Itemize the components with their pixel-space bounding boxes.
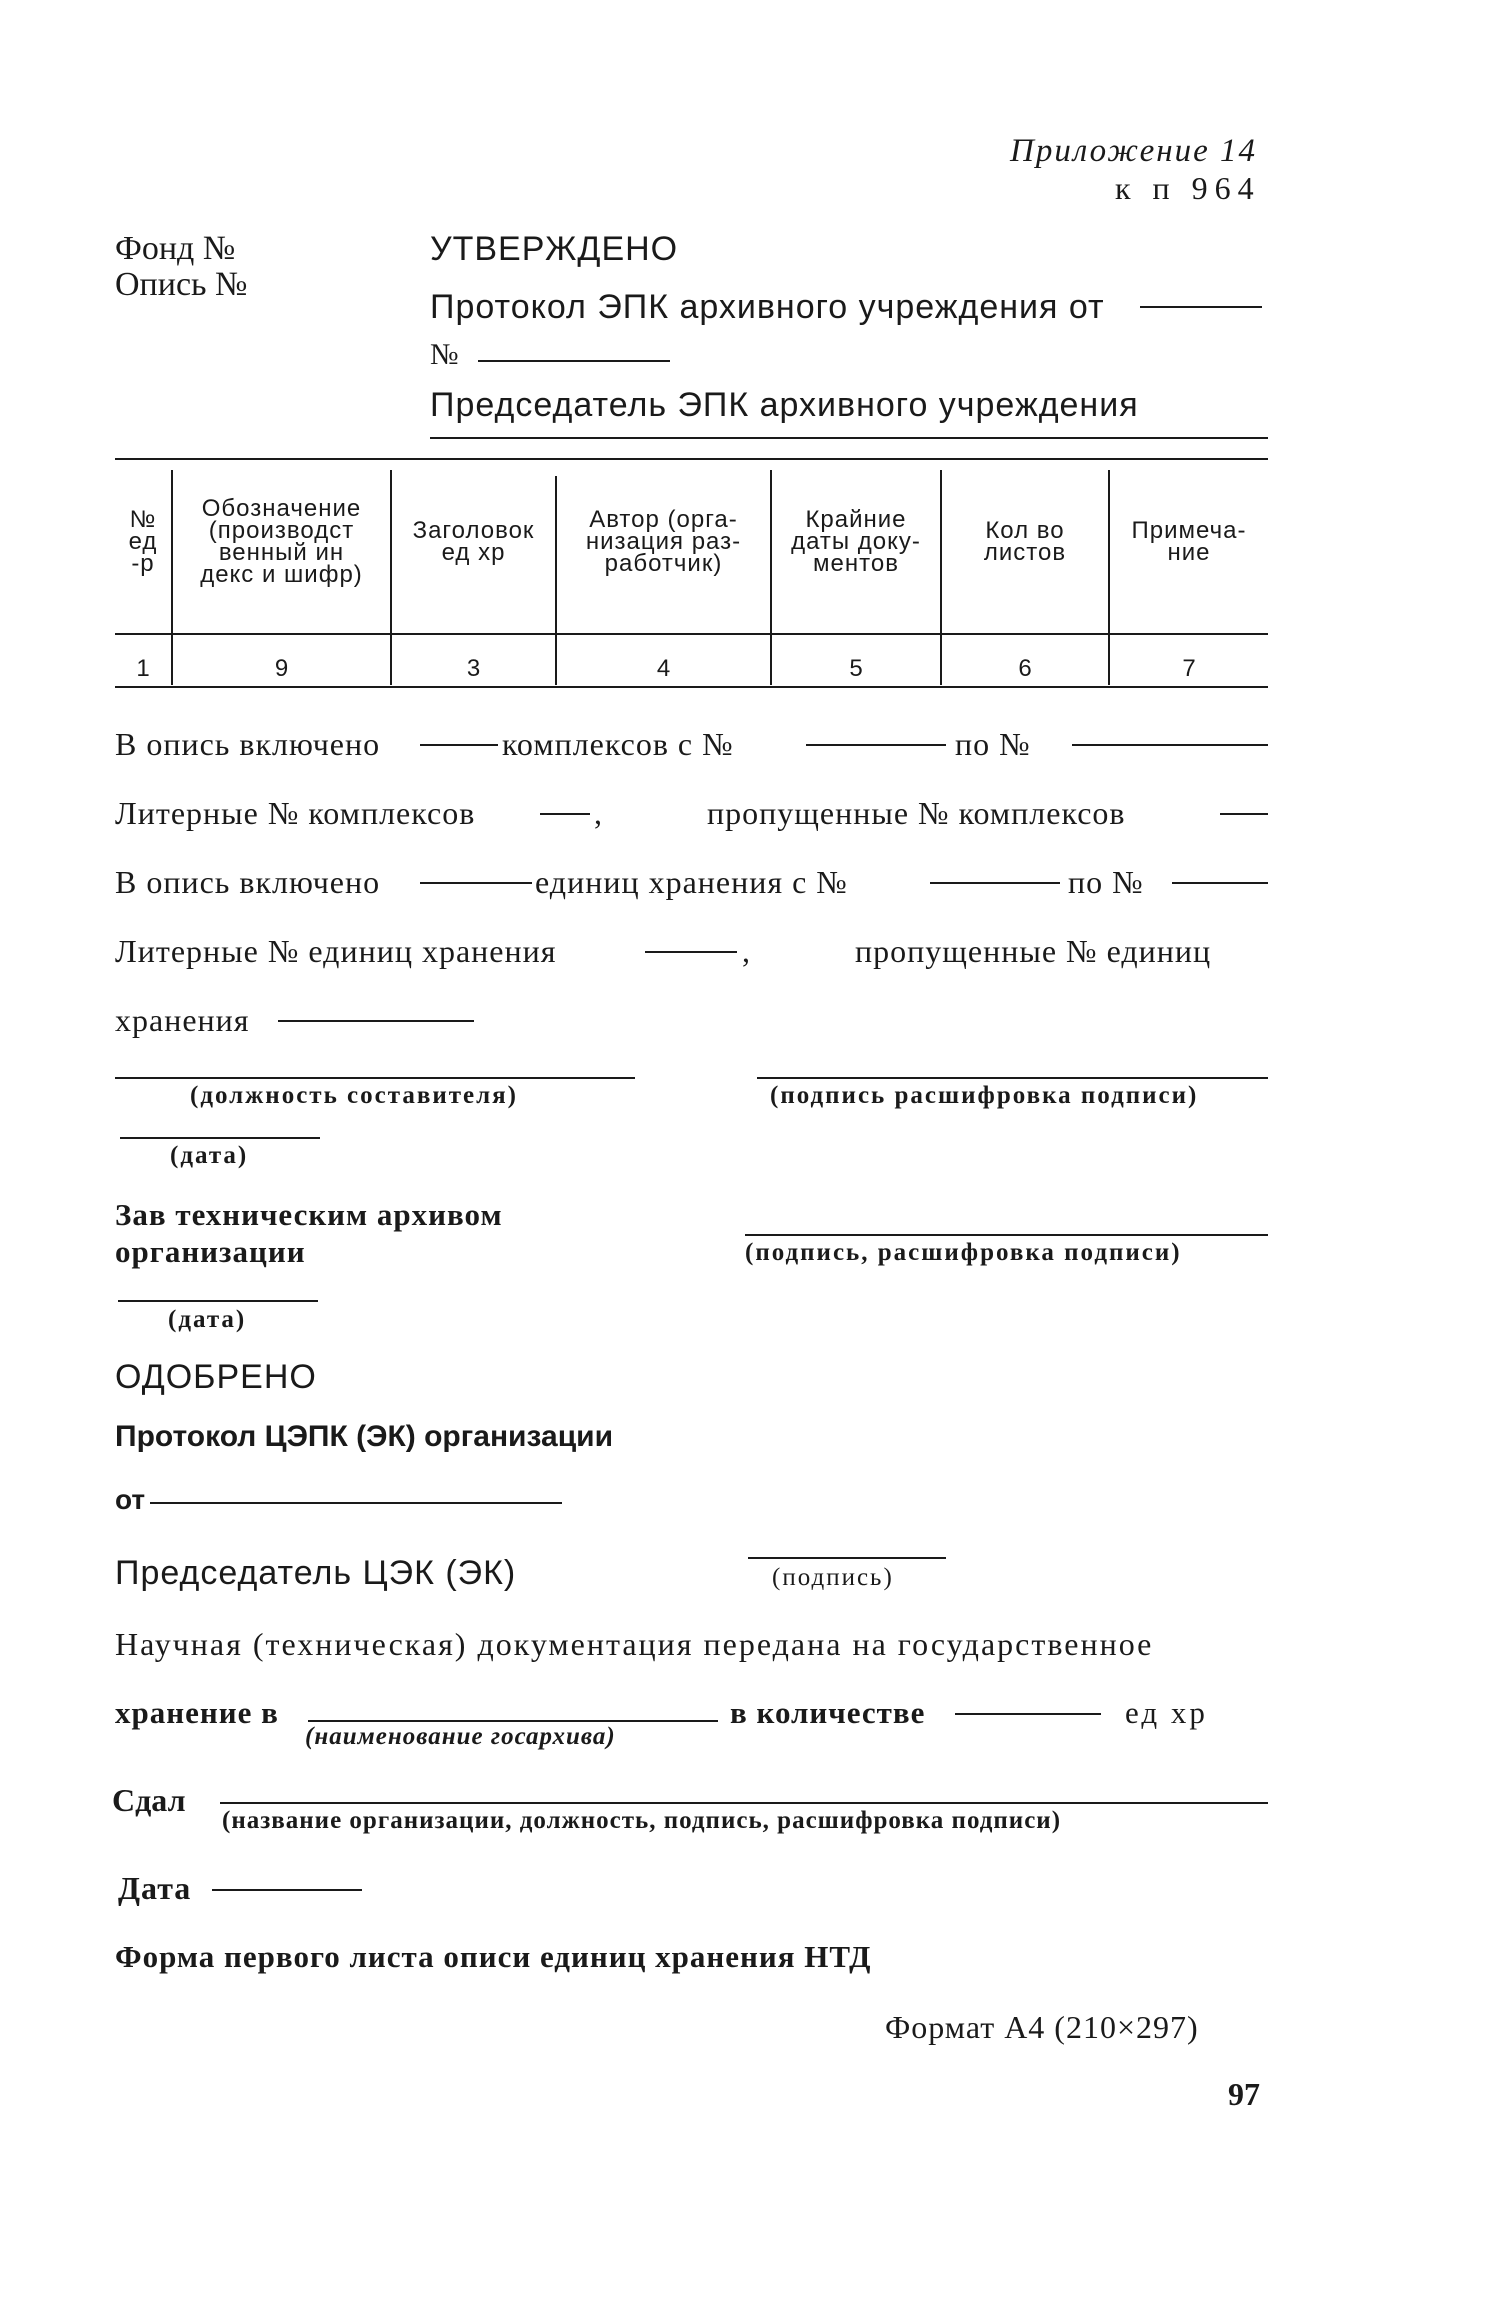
state-archive-caption: (наименование госархива) (305, 1723, 616, 1750)
blank-line (1072, 744, 1268, 746)
col-header-notes: Примеча- ние (1131, 517, 1247, 566)
date-line-3 (212, 1889, 362, 1891)
col-header-dates: Крайние даты доку- ментов (791, 506, 921, 577)
appendix-code: к п 964 (1115, 170, 1261, 206)
summary-included-complexes-label: В опись включено (115, 726, 381, 762)
archive-head-label-1: Зав техническим архивом (115, 1197, 503, 1232)
approval-chairman-signature-line (748, 1557, 946, 1559)
col-header-sheets: Кол во листов (983, 517, 1067, 566)
handed-by-label: Сдал (112, 1782, 186, 1818)
summary-units-from-label: единиц хранения с № (535, 864, 848, 900)
chairman-label: Председатель ЭПК архивного учреждения (430, 386, 1139, 424)
protocol-date-line (1140, 306, 1262, 308)
state-archive-line (308, 1720, 718, 1722)
summary-complexes-to-label: по № (955, 726, 1031, 762)
form-title: Форма первого листа описи единиц хранения НТД (115, 1939, 872, 1974)
table-header-border (115, 633, 1268, 635)
approval-chairman-label: Председатель ЦЭК (ЭК) (115, 1554, 517, 1592)
signature-caption: (подпись расшифровка подписи) (770, 1082, 1199, 1109)
approval-date-line (150, 1502, 562, 1504)
approved-title: УТВЕРЖДЕНО (430, 230, 679, 268)
col-number-7: 7 (1182, 655, 1196, 682)
blank-line (1172, 882, 1268, 884)
summary-included-units-label: В опись включено (115, 864, 381, 900)
blank-line (955, 1713, 1101, 1715)
date-label: Дата (118, 1870, 192, 1906)
blank-line (540, 813, 590, 815)
blank-line (930, 882, 1060, 884)
skipped-units-label-cont: хранения (115, 1002, 250, 1038)
archive-head-label-2: организации (115, 1234, 306, 1269)
transfer-storage-label: хранение в (115, 1695, 279, 1730)
approval-signature-caption: (подпись) (772, 1564, 894, 1591)
chairman-signature-line (430, 437, 1268, 439)
protocol-number-line (478, 360, 670, 362)
format-label: Формат А4 (210×297) (885, 2009, 1199, 2045)
blank-line (806, 744, 946, 746)
archive-head-signature-line (745, 1234, 1268, 1236)
blank-line (1220, 813, 1268, 815)
table-bottom-border (115, 686, 1268, 688)
summary-complexes-from-label: комплексов с № (502, 726, 734, 762)
col-number-2: 9 (274, 655, 289, 682)
opis-label: Опись № (115, 266, 248, 303)
appendix-label: Приложение 14 (1010, 133, 1257, 169)
literal-complexes-comma: , (594, 795, 602, 831)
col-header-unit-number: № ед -р (128, 506, 158, 577)
handed-by-caption: (название организации, должность, подпись, расшифровка подписи) (222, 1807, 1062, 1834)
date-line-2 (118, 1300, 318, 1302)
skipped-units-label: пропущенные № единиц (855, 933, 1212, 969)
col-header-author: Автор (орга- низация раз- работчик) (585, 506, 742, 577)
fond-label: Фонд № (115, 230, 236, 267)
col-number-4: 4 (656, 655, 671, 682)
blank-line (278, 1020, 474, 1022)
date-caption-2: (дата) (168, 1306, 247, 1333)
page-number: 97 (1228, 2076, 1260, 2112)
position-line (115, 1077, 635, 1079)
blank-line (645, 951, 737, 953)
col-number-1: 1 (136, 655, 150, 682)
col-number-3: 3 (466, 655, 481, 682)
transfer-units-label: ед хр (1125, 1695, 1208, 1730)
archive-head-signature-caption: (подпись, расшифровка подписи) (745, 1239, 1182, 1266)
protocol-label: Протокол ЭПК архивного учреждения от (430, 288, 1105, 326)
approval-from-label: от (115, 1484, 146, 1515)
col-header-title: Заголовок ед хр (412, 517, 535, 566)
literal-units-label: Литерные № единиц хранения (115, 933, 557, 969)
skipped-complexes-label: пропущенные № комплексов (707, 795, 1126, 831)
col-number-5: 5 (849, 655, 863, 682)
transfer-quantity-label: в количестве (730, 1695, 926, 1730)
literal-complexes-label: Литерные № комплексов (115, 795, 476, 831)
handed-by-line (220, 1802, 1268, 1804)
transfer-statement: Научная (техническая) документация передана на государственное (115, 1626, 1154, 1662)
blank-line (420, 744, 498, 746)
approval-protocol-label: Протокол ЦЭПК (ЭК) организации (115, 1420, 614, 1453)
signature-line (757, 1077, 1268, 1079)
date-line-1 (120, 1137, 320, 1139)
literal-units-comma: , (742, 933, 750, 969)
position-caption: (должность составителя) (190, 1082, 518, 1109)
blank-line (420, 882, 532, 884)
approval-title: ОДОБРЕНО (115, 1358, 317, 1396)
inventory-table (115, 458, 1268, 690)
col-header-designation: Обозначение (производст венный ин декс и шифр) (200, 495, 363, 588)
protocol-number-label: № (430, 338, 459, 371)
col-number-6: 6 (1018, 655, 1032, 682)
date-caption-1: (дата) (170, 1142, 249, 1169)
summary-units-to-label: по № (1068, 864, 1144, 900)
